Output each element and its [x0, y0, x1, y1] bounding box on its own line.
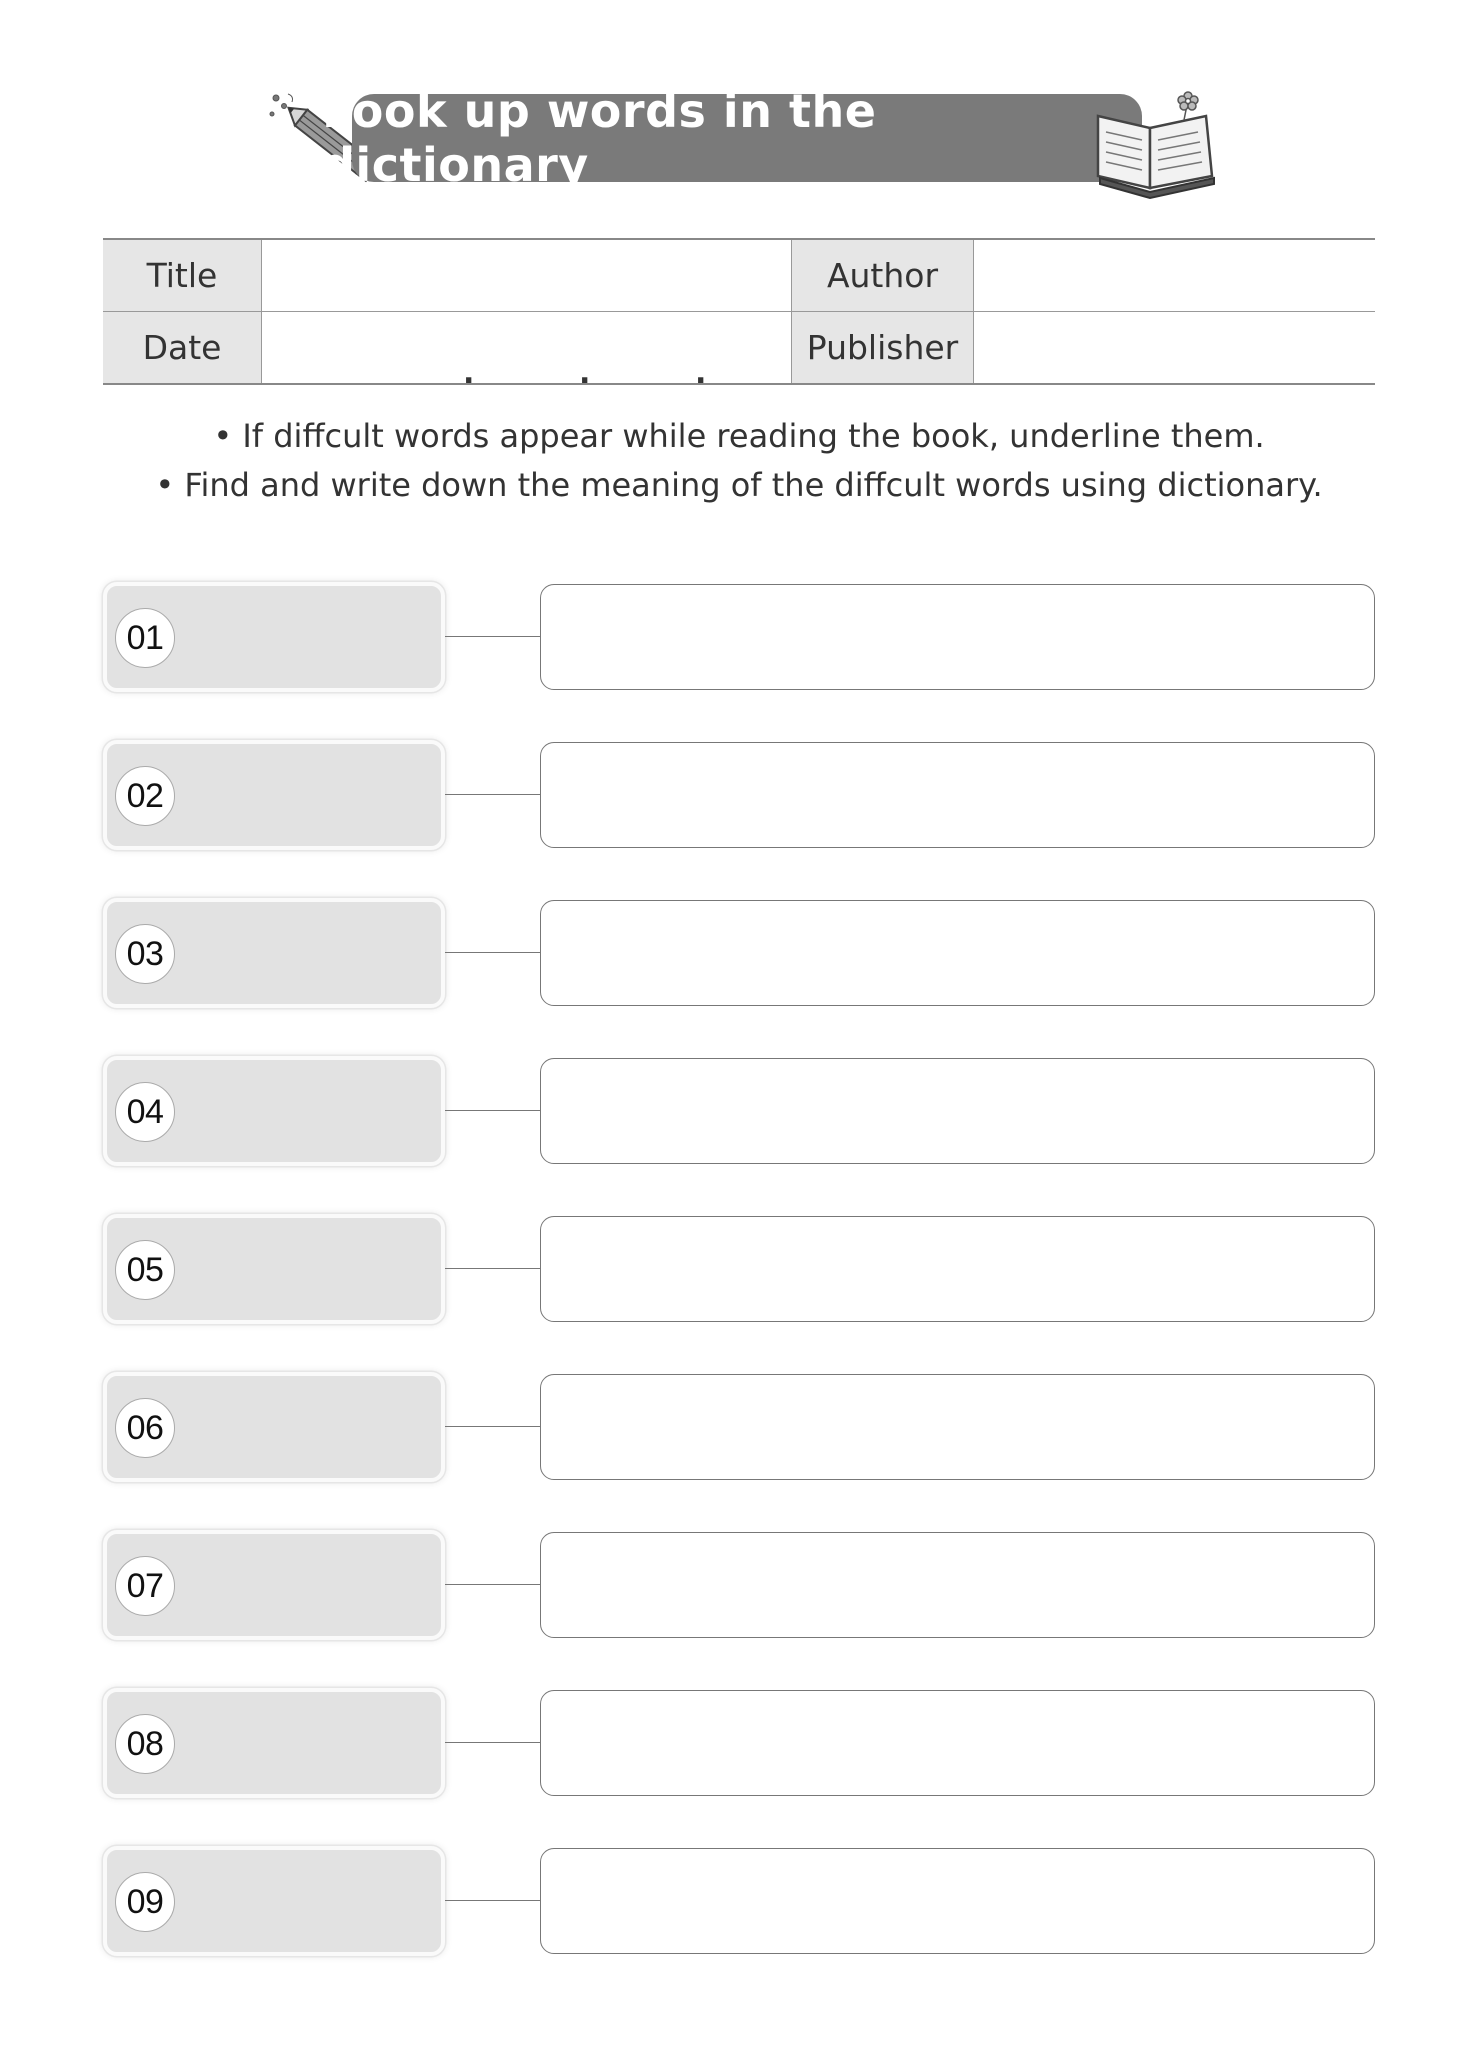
word-number-badge: 06	[115, 1398, 175, 1458]
connector-line	[445, 636, 540, 637]
word-field[interactable]	[103, 1530, 445, 1640]
connector-line	[445, 1584, 540, 1585]
connector-line	[445, 1426, 540, 1427]
word-number-badge: 04	[115, 1082, 175, 1142]
publisher-label: Publisher	[792, 312, 974, 384]
meaning-field[interactable]	[540, 900, 1375, 1006]
meaning-field[interactable]	[540, 1216, 1375, 1322]
word-field[interactable]	[103, 1056, 445, 1166]
word-row	[103, 1846, 1375, 1956]
word-number-badge: 07	[115, 1556, 175, 1616]
word-number-badge: 02	[115, 766, 175, 826]
word-row	[103, 1214, 1375, 1324]
meaning-field[interactable]	[540, 742, 1375, 848]
date-separator: .	[695, 355, 707, 391]
meaning-field[interactable]	[540, 1532, 1375, 1638]
connector-line	[445, 1110, 540, 1111]
connector-line	[445, 1742, 540, 1743]
word-field[interactable]	[103, 1688, 445, 1798]
title-label: Title	[103, 240, 262, 312]
word-row	[103, 1372, 1375, 1482]
connector-line	[445, 1900, 540, 1901]
word-field[interactable]	[103, 582, 445, 692]
word-row	[103, 740, 1375, 850]
connector-line	[445, 952, 540, 953]
word-row	[103, 1688, 1375, 1798]
instruction-line: • If diffcult words appear while reading the book, underline them.	[213, 417, 1265, 455]
word-number-badge: 01	[115, 608, 175, 668]
word-row	[103, 582, 1375, 692]
word-field[interactable]	[103, 1372, 445, 1482]
word-field[interactable]	[103, 740, 445, 850]
meaning-field[interactable]	[540, 1058, 1375, 1164]
word-number-badge: 09	[115, 1872, 175, 1932]
word-number-badge: 08	[115, 1714, 175, 1774]
connector-line	[445, 1268, 540, 1269]
word-number-badge: 03	[115, 924, 175, 984]
word-row	[103, 1530, 1375, 1640]
author-label: Author	[792, 240, 974, 312]
word-field[interactable]	[103, 1214, 445, 1324]
word-field[interactable]	[103, 1846, 445, 1956]
meaning-field[interactable]	[540, 584, 1375, 690]
date-label: Date	[103, 312, 262, 384]
date-separator: .	[463, 355, 475, 391]
word-row	[103, 1056, 1375, 1166]
date-separator: .	[579, 355, 591, 391]
meaning-field[interactable]	[540, 1690, 1375, 1796]
connector-line	[445, 794, 540, 795]
meaning-field[interactable]	[540, 1374, 1375, 1480]
meaning-field[interactable]	[540, 1848, 1375, 1954]
word-row	[103, 898, 1375, 1008]
word-field[interactable]	[103, 898, 445, 1008]
word-number-badge: 05	[115, 1240, 175, 1300]
instruction-line: • Find and write down the meaning of the diffcult words using dictionary.	[155, 466, 1323, 504]
page-title: Look up words in the dictionary	[322, 84, 877, 192]
